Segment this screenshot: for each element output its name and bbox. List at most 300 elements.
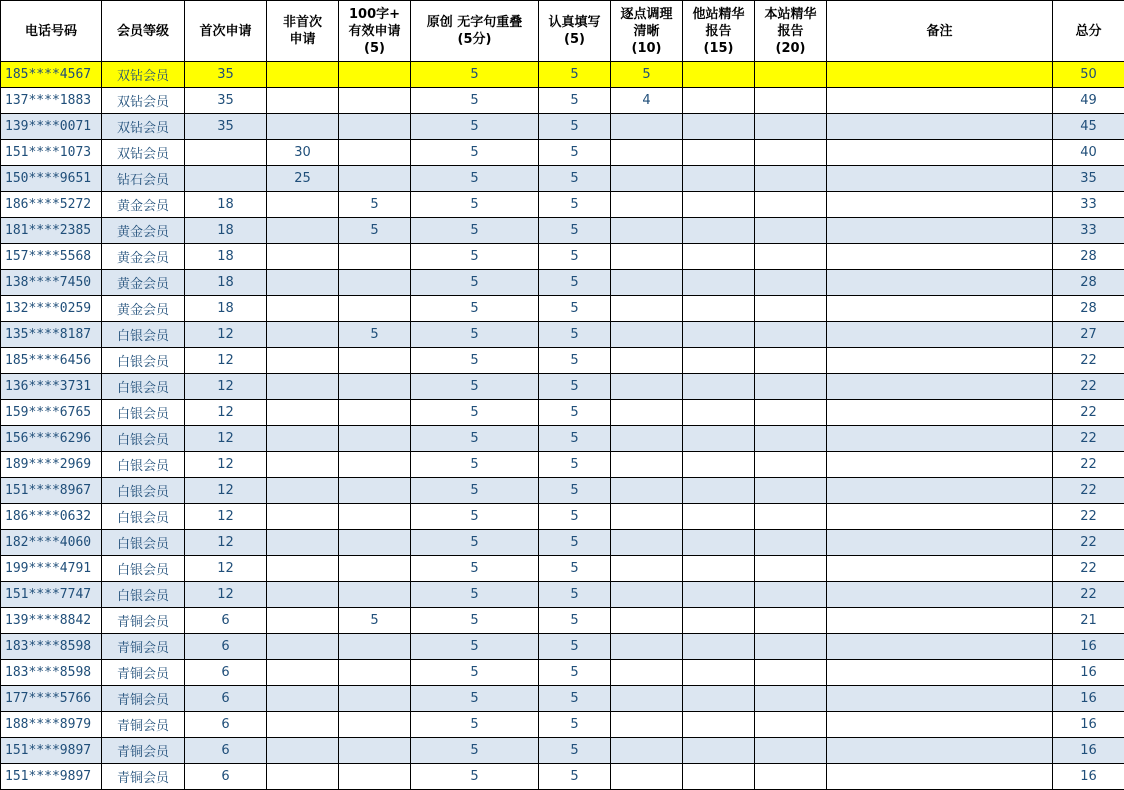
first-application-cell[interactable]: 6 (185, 686, 267, 712)
careful-cell[interactable]: 5 (539, 140, 611, 166)
level-cell[interactable]: 青铜会员 (102, 764, 185, 790)
hundred-chars-cell[interactable] (339, 478, 411, 504)
careful-cell[interactable]: 5 (539, 322, 611, 348)
notes-cell[interactable] (827, 738, 1053, 764)
hundred-chars-cell[interactable] (339, 634, 411, 660)
other-site-report-cell[interactable] (683, 478, 755, 504)
phone-cell[interactable]: 151****7747 (1, 582, 102, 608)
first-application-cell[interactable]: 12 (185, 530, 267, 556)
total-cell[interactable]: 22 (1053, 530, 1124, 556)
first-application-cell[interactable]: 12 (185, 452, 267, 478)
non-first-application-cell[interactable] (267, 452, 339, 478)
hundred-chars-cell[interactable] (339, 686, 411, 712)
careful-cell[interactable]: 5 (539, 660, 611, 686)
this-site-report-cell[interactable] (755, 504, 827, 530)
phone-cell[interactable]: 182****4060 (1, 530, 102, 556)
original-cell[interactable]: 5 (411, 712, 539, 738)
phone-cell[interactable]: 186****5272 (1, 192, 102, 218)
non-first-application-cell[interactable] (267, 400, 339, 426)
careful-cell[interactable]: 5 (539, 296, 611, 322)
total-cell[interactable]: 33 (1053, 218, 1124, 244)
non-first-application-cell[interactable] (267, 556, 339, 582)
header-level[interactable] (102, 1, 185, 62)
phone-cell[interactable]: 151****8967 (1, 478, 102, 504)
notes-cell[interactable] (827, 452, 1053, 478)
hundred-chars-cell[interactable] (339, 296, 411, 322)
notes-cell[interactable] (827, 140, 1053, 166)
stepwise-cell[interactable] (611, 166, 683, 192)
notes-cell[interactable] (827, 322, 1053, 348)
careful-cell[interactable]: 5 (539, 88, 611, 114)
notes-cell[interactable] (827, 634, 1053, 660)
this-site-report-cell[interactable] (755, 166, 827, 192)
total-cell[interactable]: 16 (1053, 660, 1124, 686)
careful-cell[interactable]: 5 (539, 634, 611, 660)
other-site-report-cell[interactable] (683, 634, 755, 660)
original-cell[interactable]: 5 (411, 764, 539, 790)
stepwise-cell[interactable] (611, 296, 683, 322)
header-nonfirst[interactable] (267, 1, 339, 62)
non-first-application-cell[interactable] (267, 530, 339, 556)
careful-cell[interactable]: 5 (539, 374, 611, 400)
stepwise-cell[interactable] (611, 504, 683, 530)
total-cell[interactable]: 28 (1053, 244, 1124, 270)
other-site-report-cell[interactable] (683, 88, 755, 114)
this-site-report-cell[interactable] (755, 556, 827, 582)
stepwise-cell[interactable] (611, 140, 683, 166)
hundred-chars-cell[interactable] (339, 764, 411, 790)
other-site-report-cell[interactable] (683, 400, 755, 426)
non-first-application-cell[interactable]: 30 (267, 140, 339, 166)
level-cell[interactable]: 白银会员 (102, 478, 185, 504)
original-cell[interactable]: 5 (411, 400, 539, 426)
careful-cell[interactable]: 5 (539, 712, 611, 738)
careful-cell[interactable]: 5 (539, 582, 611, 608)
non-first-application-cell[interactable] (267, 582, 339, 608)
this-site-report-cell[interactable] (755, 738, 827, 764)
this-site-report-cell[interactable] (755, 244, 827, 270)
careful-cell[interactable]: 5 (539, 114, 611, 140)
stepwise-cell[interactable] (611, 712, 683, 738)
original-cell[interactable]: 5 (411, 426, 539, 452)
careful-cell[interactable]: 5 (539, 192, 611, 218)
total-cell[interactable]: 49 (1053, 88, 1124, 114)
this-site-report-cell[interactable] (755, 322, 827, 348)
other-site-report-cell[interactable] (683, 270, 755, 296)
non-first-application-cell[interactable] (267, 608, 339, 634)
stepwise-cell[interactable] (611, 686, 683, 712)
hundred-chars-cell[interactable] (339, 114, 411, 140)
total-cell[interactable]: 28 (1053, 270, 1124, 296)
phone-cell[interactable]: 189****2969 (1, 452, 102, 478)
phone-cell[interactable]: 135****8187 (1, 322, 102, 348)
stepwise-cell[interactable] (611, 374, 683, 400)
hundred-chars-cell[interactable]: 5 (339, 192, 411, 218)
first-application-cell[interactable]: 12 (185, 504, 267, 530)
careful-cell[interactable]: 5 (539, 426, 611, 452)
hundred-chars-cell[interactable] (339, 452, 411, 478)
phone-cell[interactable]: 185****4567 (1, 62, 102, 88)
stepwise-cell[interactable]: 4 (611, 88, 683, 114)
careful-cell[interactable]: 5 (539, 608, 611, 634)
stepwise-cell[interactable] (611, 218, 683, 244)
hundred-chars-cell[interactable]: 5 (339, 322, 411, 348)
original-cell[interactable]: 5 (411, 738, 539, 764)
non-first-application-cell[interactable] (267, 738, 339, 764)
original-cell[interactable]: 5 (411, 244, 539, 270)
other-site-report-cell[interactable] (683, 764, 755, 790)
notes-cell[interactable] (827, 296, 1053, 322)
careful-cell[interactable]: 5 (539, 504, 611, 530)
notes-cell[interactable] (827, 426, 1053, 452)
stepwise-cell[interactable] (611, 322, 683, 348)
phone-cell[interactable]: 181****2385 (1, 218, 102, 244)
phone-cell[interactable]: 137****1883 (1, 88, 102, 114)
this-site-report-cell[interactable] (755, 114, 827, 140)
careful-cell[interactable]: 5 (539, 348, 611, 374)
stepwise-cell[interactable] (611, 478, 683, 504)
careful-cell[interactable]: 5 (539, 556, 611, 582)
non-first-application-cell[interactable] (267, 478, 339, 504)
careful-cell[interactable]: 5 (539, 764, 611, 790)
non-first-application-cell[interactable] (267, 504, 339, 530)
first-application-cell[interactable]: 12 (185, 322, 267, 348)
header-other-site[interactable] (683, 1, 755, 62)
this-site-report-cell[interactable] (755, 374, 827, 400)
phone-cell[interactable]: 139****8842 (1, 608, 102, 634)
level-cell[interactable]: 双钻会员 (102, 88, 185, 114)
non-first-application-cell[interactable] (267, 374, 339, 400)
notes-cell[interactable] (827, 764, 1053, 790)
level-cell[interactable]: 双钻会员 (102, 140, 185, 166)
original-cell[interactable]: 5 (411, 270, 539, 296)
original-cell[interactable]: 5 (411, 88, 539, 114)
level-cell[interactable]: 白银会员 (102, 530, 185, 556)
phone-cell[interactable]: 183****8598 (1, 660, 102, 686)
hundred-chars-cell[interactable]: 5 (339, 608, 411, 634)
level-cell[interactable]: 双钻会员 (102, 114, 185, 140)
hundred-chars-cell[interactable] (339, 400, 411, 426)
total-cell[interactable]: 16 (1053, 686, 1124, 712)
stepwise-cell[interactable] (611, 660, 683, 686)
hundred-chars-cell[interactable] (339, 270, 411, 296)
level-cell[interactable]: 白银会员 (102, 452, 185, 478)
total-cell[interactable]: 22 (1053, 478, 1124, 504)
level-cell[interactable]: 钻石会员 (102, 166, 185, 192)
original-cell[interactable]: 5 (411, 452, 539, 478)
this-site-report-cell[interactable] (755, 192, 827, 218)
notes-cell[interactable] (827, 374, 1053, 400)
hundred-chars-cell[interactable] (339, 348, 411, 374)
other-site-report-cell[interactable] (683, 192, 755, 218)
stepwise-cell[interactable] (611, 530, 683, 556)
non-first-application-cell[interactable] (267, 634, 339, 660)
header-this-site[interactable] (755, 1, 827, 62)
this-site-report-cell[interactable] (755, 140, 827, 166)
careful-cell[interactable]: 5 (539, 530, 611, 556)
first-application-cell[interactable]: 12 (185, 348, 267, 374)
level-cell[interactable]: 青铜会员 (102, 608, 185, 634)
level-cell[interactable]: 白银会员 (102, 582, 185, 608)
header-total[interactable] (1053, 1, 1124, 62)
level-cell[interactable]: 白银会员 (102, 556, 185, 582)
phone-cell[interactable]: 132****0259 (1, 296, 102, 322)
non-first-application-cell[interactable] (267, 296, 339, 322)
original-cell[interactable]: 5 (411, 478, 539, 504)
other-site-report-cell[interactable] (683, 426, 755, 452)
other-site-report-cell[interactable] (683, 738, 755, 764)
header-careful[interactable] (539, 1, 611, 62)
other-site-report-cell[interactable] (683, 114, 755, 140)
notes-cell[interactable] (827, 270, 1053, 296)
level-cell[interactable]: 青铜会员 (102, 712, 185, 738)
header-hundred[interactable] (339, 1, 411, 62)
total-cell[interactable]: 27 (1053, 322, 1124, 348)
first-application-cell[interactable]: 18 (185, 270, 267, 296)
other-site-report-cell[interactable] (683, 712, 755, 738)
non-first-application-cell[interactable] (267, 62, 339, 88)
total-cell[interactable]: 16 (1053, 764, 1124, 790)
careful-cell[interactable]: 5 (539, 244, 611, 270)
phone-cell[interactable]: 177****5766 (1, 686, 102, 712)
phone-cell[interactable]: 157****5568 (1, 244, 102, 270)
first-application-cell[interactable]: 12 (185, 426, 267, 452)
header-original[interactable] (411, 1, 539, 62)
level-cell[interactable]: 青铜会员 (102, 686, 185, 712)
other-site-report-cell[interactable] (683, 348, 755, 374)
this-site-report-cell[interactable] (755, 88, 827, 114)
original-cell[interactable]: 5 (411, 504, 539, 530)
this-site-report-cell[interactable] (755, 582, 827, 608)
original-cell[interactable]: 5 (411, 218, 539, 244)
stepwise-cell[interactable] (611, 400, 683, 426)
total-cell[interactable]: 16 (1053, 634, 1124, 660)
careful-cell[interactable]: 5 (539, 738, 611, 764)
phone-cell[interactable]: 138****7450 (1, 270, 102, 296)
phone-cell[interactable]: 151****9897 (1, 764, 102, 790)
careful-cell[interactable]: 5 (539, 400, 611, 426)
level-cell[interactable]: 黄金会员 (102, 296, 185, 322)
level-cell[interactable]: 白银会员 (102, 322, 185, 348)
header-stepwise[interactable] (611, 1, 683, 62)
phone-cell[interactable]: 199****4791 (1, 556, 102, 582)
hundred-chars-cell[interactable] (339, 504, 411, 530)
this-site-report-cell[interactable] (755, 660, 827, 686)
this-site-report-cell[interactable] (755, 712, 827, 738)
non-first-application-cell[interactable] (267, 686, 339, 712)
total-cell[interactable]: 22 (1053, 374, 1124, 400)
hundred-chars-cell[interactable] (339, 738, 411, 764)
non-first-application-cell[interactable] (267, 712, 339, 738)
total-cell[interactable]: 40 (1053, 140, 1124, 166)
original-cell[interactable]: 5 (411, 296, 539, 322)
original-cell[interactable]: 5 (411, 140, 539, 166)
hundred-chars-cell[interactable]: 5 (339, 218, 411, 244)
non-first-application-cell[interactable] (267, 660, 339, 686)
this-site-report-cell[interactable] (755, 764, 827, 790)
original-cell[interactable]: 5 (411, 114, 539, 140)
original-cell[interactable]: 5 (411, 660, 539, 686)
level-cell[interactable]: 黄金会员 (102, 244, 185, 270)
stepwise-cell[interactable] (611, 192, 683, 218)
stepwise-cell[interactable] (611, 634, 683, 660)
other-site-report-cell[interactable] (683, 244, 755, 270)
total-cell[interactable]: 22 (1053, 426, 1124, 452)
careful-cell[interactable]: 5 (539, 270, 611, 296)
stepwise-cell[interactable] (611, 426, 683, 452)
careful-cell[interactable]: 5 (539, 62, 611, 88)
stepwise-cell[interactable] (611, 452, 683, 478)
level-cell[interactable]: 青铜会员 (102, 738, 185, 764)
phone-cell[interactable]: 151****9897 (1, 738, 102, 764)
non-first-application-cell[interactable] (267, 114, 339, 140)
level-cell[interactable]: 黄金会员 (102, 270, 185, 296)
notes-cell[interactable] (827, 348, 1053, 374)
notes-cell[interactable] (827, 88, 1053, 114)
other-site-report-cell[interactable] (683, 660, 755, 686)
other-site-report-cell[interactable] (683, 166, 755, 192)
original-cell[interactable]: 5 (411, 686, 539, 712)
non-first-application-cell[interactable]: 25 (267, 166, 339, 192)
first-application-cell[interactable]: 6 (185, 738, 267, 764)
other-site-report-cell[interactable] (683, 686, 755, 712)
notes-cell[interactable] (827, 504, 1053, 530)
other-site-report-cell[interactable] (683, 218, 755, 244)
notes-cell[interactable] (827, 218, 1053, 244)
level-cell[interactable]: 青铜会员 (102, 634, 185, 660)
this-site-report-cell[interactable] (755, 218, 827, 244)
notes-cell[interactable] (827, 114, 1053, 140)
non-first-application-cell[interactable] (267, 322, 339, 348)
header-first[interactable] (185, 1, 267, 62)
non-first-application-cell[interactable] (267, 426, 339, 452)
non-first-application-cell[interactable] (267, 764, 339, 790)
phone-cell[interactable]: 159****6765 (1, 400, 102, 426)
this-site-report-cell[interactable] (755, 478, 827, 504)
total-cell[interactable]: 50 (1053, 62, 1124, 88)
level-cell[interactable]: 白银会员 (102, 348, 185, 374)
original-cell[interactable]: 5 (411, 582, 539, 608)
total-cell[interactable]: 35 (1053, 166, 1124, 192)
total-cell[interactable]: 16 (1053, 712, 1124, 738)
level-cell[interactable]: 黄金会员 (102, 218, 185, 244)
phone-cell[interactable]: 185****6456 (1, 348, 102, 374)
hundred-chars-cell[interactable] (339, 374, 411, 400)
first-application-cell[interactable]: 12 (185, 374, 267, 400)
stepwise-cell[interactable] (611, 244, 683, 270)
this-site-report-cell[interactable] (755, 296, 827, 322)
other-site-report-cell[interactable] (683, 452, 755, 478)
this-site-report-cell[interactable] (755, 530, 827, 556)
phone-cell[interactable]: 151****1073 (1, 140, 102, 166)
hundred-chars-cell[interactable] (339, 712, 411, 738)
hundred-chars-cell[interactable] (339, 660, 411, 686)
original-cell[interactable]: 5 (411, 322, 539, 348)
careful-cell[interactable]: 5 (539, 686, 611, 712)
hundred-chars-cell[interactable] (339, 244, 411, 270)
first-application-cell[interactable]: 12 (185, 478, 267, 504)
stepwise-cell[interactable] (611, 582, 683, 608)
stepwise-cell[interactable] (611, 348, 683, 374)
phone-cell[interactable]: 150****9651 (1, 166, 102, 192)
hundred-chars-cell[interactable] (339, 88, 411, 114)
notes-cell[interactable] (827, 166, 1053, 192)
hundred-chars-cell[interactable] (339, 426, 411, 452)
stepwise-cell[interactable] (611, 114, 683, 140)
careful-cell[interactable]: 5 (539, 452, 611, 478)
first-application-cell[interactable]: 18 (185, 244, 267, 270)
phone-cell[interactable]: 188****8979 (1, 712, 102, 738)
other-site-report-cell[interactable] (683, 504, 755, 530)
this-site-report-cell[interactable] (755, 634, 827, 660)
this-site-report-cell[interactable] (755, 686, 827, 712)
level-cell[interactable]: 黄金会员 (102, 192, 185, 218)
total-cell[interactable]: 22 (1053, 504, 1124, 530)
header-phone[interactable] (1, 1, 102, 62)
stepwise-cell[interactable] (611, 556, 683, 582)
notes-cell[interactable] (827, 686, 1053, 712)
notes-cell[interactable] (827, 62, 1053, 88)
notes-cell[interactable] (827, 608, 1053, 634)
total-cell[interactable]: 22 (1053, 348, 1124, 374)
original-cell[interactable]: 5 (411, 62, 539, 88)
non-first-application-cell[interactable] (267, 218, 339, 244)
level-cell[interactable]: 白银会员 (102, 426, 185, 452)
first-application-cell[interactable]: 18 (185, 192, 267, 218)
notes-cell[interactable] (827, 712, 1053, 738)
hundred-chars-cell[interactable] (339, 530, 411, 556)
this-site-report-cell[interactable] (755, 400, 827, 426)
first-application-cell[interactable]: 6 (185, 608, 267, 634)
phone-cell[interactable]: 139****0071 (1, 114, 102, 140)
other-site-report-cell[interactable] (683, 582, 755, 608)
level-cell[interactable]: 白银会员 (102, 374, 185, 400)
level-cell[interactable]: 白银会员 (102, 400, 185, 426)
other-site-report-cell[interactable] (683, 322, 755, 348)
first-application-cell[interactable]: 12 (185, 556, 267, 582)
phone-cell[interactable]: 186****0632 (1, 504, 102, 530)
original-cell[interactable]: 5 (411, 530, 539, 556)
non-first-application-cell[interactable] (267, 192, 339, 218)
other-site-report-cell[interactable] (683, 296, 755, 322)
notes-cell[interactable] (827, 582, 1053, 608)
stepwise-cell[interactable] (611, 270, 683, 296)
hundred-chars-cell[interactable] (339, 582, 411, 608)
first-application-cell[interactable]: 18 (185, 296, 267, 322)
first-application-cell[interactable]: 35 (185, 88, 267, 114)
other-site-report-cell[interactable] (683, 374, 755, 400)
hundred-chars-cell[interactable] (339, 140, 411, 166)
first-application-cell[interactable]: 18 (185, 218, 267, 244)
first-application-cell[interactable]: 35 (185, 62, 267, 88)
stepwise-cell[interactable] (611, 764, 683, 790)
phone-cell[interactable]: 136****3731 (1, 374, 102, 400)
header-notes[interactable] (827, 1, 1053, 62)
total-cell[interactable]: 22 (1053, 582, 1124, 608)
notes-cell[interactable] (827, 192, 1053, 218)
original-cell[interactable]: 5 (411, 556, 539, 582)
first-application-cell[interactable] (185, 140, 267, 166)
total-cell[interactable]: 21 (1053, 608, 1124, 634)
careful-cell[interactable]: 5 (539, 218, 611, 244)
non-first-application-cell[interactable] (267, 244, 339, 270)
original-cell[interactable]: 5 (411, 634, 539, 660)
original-cell[interactable]: 5 (411, 192, 539, 218)
first-application-cell[interactable]: 12 (185, 400, 267, 426)
first-application-cell[interactable] (185, 166, 267, 192)
other-site-report-cell[interactable] (683, 530, 755, 556)
this-site-report-cell[interactable] (755, 426, 827, 452)
